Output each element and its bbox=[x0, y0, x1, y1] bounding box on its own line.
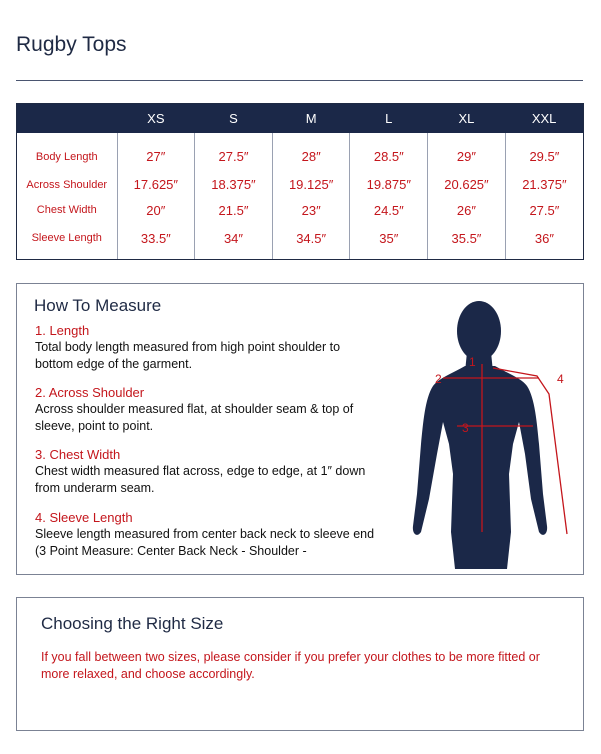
size-header: XXL bbox=[531, 111, 557, 126]
table-cell: 35.5″ bbox=[428, 223, 506, 259]
table-cell: 20″ bbox=[117, 198, 195, 224]
table-cell: 29″ bbox=[428, 133, 506, 172]
row-label: Body Length bbox=[35, 150, 98, 163]
table-cell: 27″ bbox=[117, 133, 195, 172]
measure-step-shoulder bbox=[35, 384, 375, 435]
table-cell: 27.5″ bbox=[505, 198, 583, 224]
header-corner bbox=[17, 104, 117, 133]
step-description: Sleeve length measured from center back neck to sleeve end (3 Point Measure: Center Back Neck - Shoulder - bbox=[35, 527, 375, 558]
title-divider bbox=[16, 80, 583, 81]
step-title: 1. Length bbox=[35, 323, 90, 338]
step-description: Across shoulder measured flat, at shoulder seam & top of sleeve, point to point. bbox=[35, 402, 354, 433]
table-cell: 34″ bbox=[195, 223, 273, 259]
choosing-size-heading: Choosing the Right Size bbox=[41, 614, 224, 633]
table-cell: 26″ bbox=[428, 198, 506, 224]
table-cell: 21.5″ bbox=[195, 198, 273, 224]
step-title: 3. Chest Width bbox=[35, 447, 121, 462]
body-silhouette-figure bbox=[407, 294, 577, 569]
table-cell: 23″ bbox=[272, 198, 350, 224]
table-cell: 24.5″ bbox=[350, 198, 428, 224]
shoulder-marker-label: 2 bbox=[435, 372, 442, 386]
choosing-size-panel bbox=[16, 597, 584, 731]
table-cell: 18.375″ bbox=[195, 172, 273, 198]
table-cell: 34.5″ bbox=[272, 223, 350, 259]
row-label: Across Shoulder bbox=[26, 178, 108, 191]
size-chart-table bbox=[16, 103, 584, 260]
chest-marker-label: 3 bbox=[462, 421, 469, 435]
table-row bbox=[17, 198, 583, 224]
size-header: XS bbox=[147, 111, 165, 126]
silhouette bbox=[413, 301, 547, 569]
table-cell: 19.125″ bbox=[272, 172, 350, 198]
size-header: XL bbox=[458, 111, 475, 126]
table-cell: 19.875″ bbox=[350, 172, 428, 198]
step-description: Chest width measured flat across, edge to edge, at 1″ down from underarm seam. bbox=[35, 464, 366, 495]
table-cell: 35″ bbox=[350, 223, 428, 259]
size-header: M bbox=[305, 111, 317, 126]
row-label: Chest Width bbox=[36, 204, 97, 217]
table-row bbox=[17, 172, 583, 198]
step-description: Total body length measured from high point shoulder to bottom edge of the garment. bbox=[35, 340, 341, 371]
table-cell: 28″ bbox=[272, 133, 350, 172]
how-to-measure-panel bbox=[16, 283, 584, 575]
table-cell: 17.625″ bbox=[117, 172, 195, 198]
sleeve-marker-label: 4 bbox=[557, 372, 564, 386]
how-to-measure-heading: How To Measure bbox=[34, 296, 162, 315]
table-cell: 28.5″ bbox=[350, 133, 428, 172]
size-header: S bbox=[229, 111, 238, 126]
table-row bbox=[17, 223, 583, 259]
table-row bbox=[17, 133, 583, 172]
table-cell: 20.625″ bbox=[428, 172, 506, 198]
row-label: Sleeve Length bbox=[31, 232, 102, 245]
step-title: 4. Sleeve Length bbox=[35, 510, 133, 525]
measure-step-sleeve bbox=[35, 509, 375, 560]
size-header-row bbox=[17, 104, 583, 133]
table-cell: 21.375″ bbox=[505, 172, 583, 198]
table-cell: 29.5″ bbox=[505, 133, 583, 172]
step-title: 2. Across Shoulder bbox=[35, 385, 145, 400]
measure-step-chest bbox=[35, 446, 375, 497]
table-cell: 27.5″ bbox=[195, 133, 273, 172]
table-cell: 36″ bbox=[505, 223, 583, 259]
measure-step-length bbox=[35, 322, 375, 373]
length-marker-label: 1 bbox=[469, 355, 476, 369]
page-title: Rugby Tops bbox=[16, 33, 127, 56]
table-cell: 33.5″ bbox=[117, 223, 195, 259]
choosing-size-text: If you fall between two sizes, please consider if you prefer your clothes to be more fitted or more relaxed, and choose accordingly. bbox=[41, 650, 540, 681]
size-header: L bbox=[385, 111, 393, 126]
